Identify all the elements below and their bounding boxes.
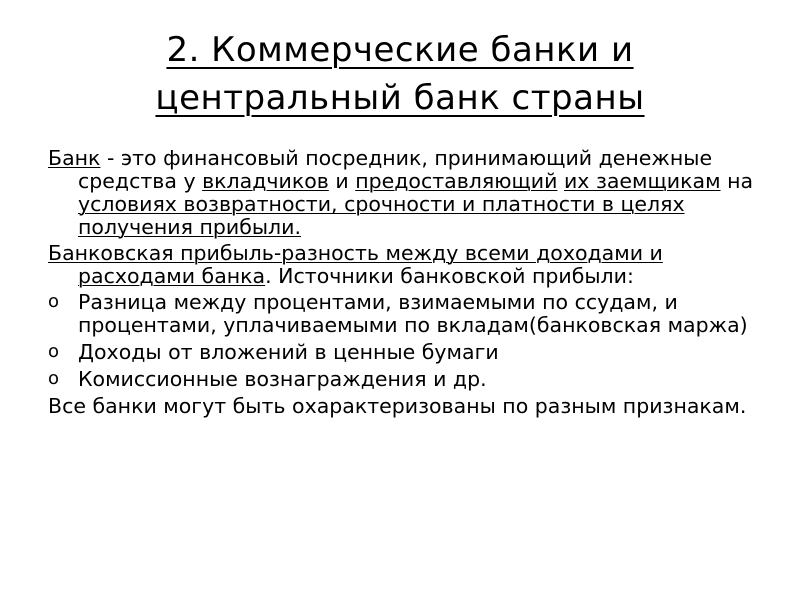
definition-depositors: вкладчиков [202, 169, 329, 193]
definition-text-4: на [720, 169, 754, 193]
list-item [48, 291, 758, 337]
slide-title-line1: 2. Коммерческие банки и [166, 30, 634, 70]
bank-definition [48, 147, 758, 239]
profit-definition: Банковская прибыль-разность между всеми доходами и расходами банка [48, 241, 663, 288]
definition-term: Банк [48, 146, 101, 170]
definition-text-2: и [328, 169, 356, 193]
slide-title [40, 26, 760, 122]
bullet-circle-icon: o [48, 368, 60, 389]
list-item [48, 341, 758, 364]
definition-providing: предоставляющий [355, 169, 558, 193]
closing-statement: Все банки могут быть охарактеризованы по разным признакам. [48, 394, 747, 418]
bullet-circle-icon: o [48, 291, 60, 312]
list-item [48, 368, 758, 391]
definition-text-1: - это финансовый посредник, принимающий денежные средства у [78, 146, 713, 193]
slide-content [48, 147, 758, 421]
bullet-circle-icon: o [48, 341, 60, 362]
definition-borrowers: их заемщикам [563, 169, 721, 193]
slide-title-line2: центральный банк страны [155, 78, 645, 118]
profit-sources-lead: . Источники банковской прибыли: [265, 264, 634, 288]
profit-sources-list [48, 291, 758, 391]
list-item-text: Доходы от вложений в ценные бумаги [78, 340, 499, 364]
bank-profit [48, 242, 758, 288]
list-item-text: Разница между процентами, взимаемыми по ссудам, и процентами, уплачиваемыми по вкладам(банковская маржа) [78, 290, 748, 337]
list-item-text: Комиссионные вознаграждения и др. [78, 367, 487, 391]
definition-conditions: условиях возвратности, срочности и платности в целях получения прибыли. [78, 192, 685, 239]
